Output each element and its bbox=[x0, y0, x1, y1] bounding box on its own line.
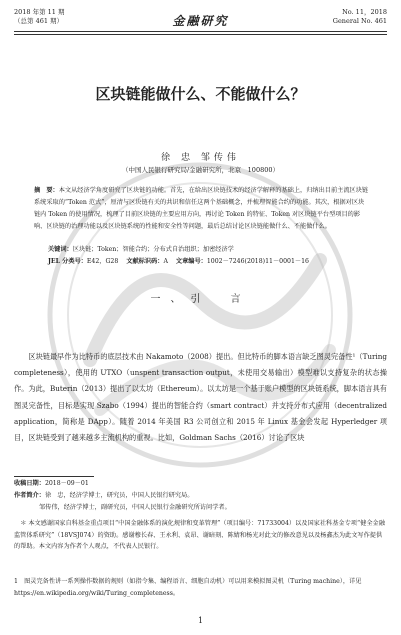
article-id-label: 文章编号： bbox=[175, 258, 207, 265]
footnote-rule bbox=[14, 476, 94, 477]
page-number: 1 bbox=[197, 616, 204, 625]
doc-code-label: 文献标识码： bbox=[126, 258, 164, 265]
body-paragraph: 区块链最早作为比特币的底层技术由 Nakamoto（2008）提出。但比特币的脚本语言缺乏图灵完备性¹（Turing completeness），使用的 UTXO（unspent transaction output，未使用交易输出）模型难以支持复杂的状态操作。为此，Buterin（2013）提出了以太坊（Ethereum）。以太坊是一个基于账户模型的区块链系统，脚本语言具有图灵完备性，目标是实现 Szabo（1994）提出的智能合约（smart contract）并支持分布式应用（decentralized application，简称是 DApp）。随着 2014 年美国 R3 公司创立和 2015 年 Linux 基金会发起 Hyperledger 项目，区块链受到了越来越多主流机构的重视。比如，Goldman Sachs（2016）讨论了区块 bbox=[14, 352, 387, 443]
author-info bbox=[14, 490, 387, 502]
keywords bbox=[48, 244, 368, 253]
header-issue-line1: 2018 年第 11 期 bbox=[14, 8, 65, 16]
received-date bbox=[14, 478, 387, 490]
received-value: 2018－09－01 bbox=[44, 480, 89, 487]
jel-value: E42，G28 bbox=[86, 258, 119, 265]
journal-name: 金融研究 bbox=[172, 14, 229, 28]
footnote-1: 1 图灵完备性讲一系列操作数据的规则（如指令集、编程语言、细胞自动机）可以用来模拟图灵机（Turing machine），详见 https://en.wikipedia.org/wiki/Turing_completeness。 bbox=[14, 578, 362, 597]
acknowledgement: ＊ 本文感谢国家自科基金重点项目“中国金融体系的演化规律和变革管理”（项目编号：71733004）以及国家社科基金专项“健全金融监管体系研究”（18VSJ074）的资助。感谢穆长春、王永利、袁昂、谢暗刻、陈婧和杨光对此文的修改意见以及杨鑫杰为此文写作提供的帮助。本文内容为作者个人观点，不代表人民银行。 bbox=[14, 520, 385, 550]
header-rule-thick bbox=[14, 31, 387, 32]
classification-line bbox=[48, 256, 378, 265]
abstract-label: 摘 要： bbox=[34, 187, 59, 194]
section-heading: 一、引 言 bbox=[150, 294, 251, 305]
abstract bbox=[34, 185, 370, 233]
jel-label: JEL 分类号： bbox=[48, 258, 87, 265]
author-info-2: 邹传伟，经济学博士，副研究员，中国人民银行金融研究所访问学者。 bbox=[39, 504, 231, 511]
header-number-line2: General No. 461 bbox=[332, 17, 387, 25]
keywords-text: 区块链；Token；智能合约；分布式自治组织；加密经济学 bbox=[72, 246, 234, 253]
paper-title: 区块链能做什么、不能做什么？ bbox=[95, 85, 306, 103]
abstract-text: 本文从经济学角度研究了区块链的功能。首先，在给出区块链技术的经济学解释的基础上，归纳出目前主流区块链系统采取的“Token 范式”，厘清与区块链有关的共识和信任这两个基础概念，并梳理智能合约的功能。其次，根据对区块链内 Token 的使用情况，梳理了目前区块链的主要应用方向，再讨论 Token 的特征、Token 对区块链平台型项目的影响、区块链的治理功能以及区块链系统的性能和安全性等问题，最后总结讨论区块链能做什么、不能做什么。 bbox=[34, 187, 369, 231]
header-number-line1: No. 11，2018 bbox=[342, 8, 387, 16]
header-rule-thin bbox=[14, 34, 387, 35]
doc-code-value: A bbox=[163, 258, 168, 265]
author-info-1: 徐 忠，经济学博士，研究员，中国人民银行研究局。 bbox=[44, 492, 194, 499]
keywords-label: 关键词： bbox=[48, 246, 73, 253]
paper-affiliation: （中国人民银行研究局/金融研究所，北京 100800） bbox=[121, 166, 279, 174]
header-issue-line2: （总第 461 期） bbox=[14, 17, 64, 25]
received-label: 收稿日期： bbox=[14, 480, 45, 487]
article-id-value: 1002－7246(2018)11－0001－16 bbox=[206, 258, 309, 265]
header-number bbox=[333, 8, 387, 26]
paper-authors: 徐 忠 邹传伟 bbox=[161, 153, 240, 163]
author-info-label: 作者简介： bbox=[14, 492, 45, 499]
